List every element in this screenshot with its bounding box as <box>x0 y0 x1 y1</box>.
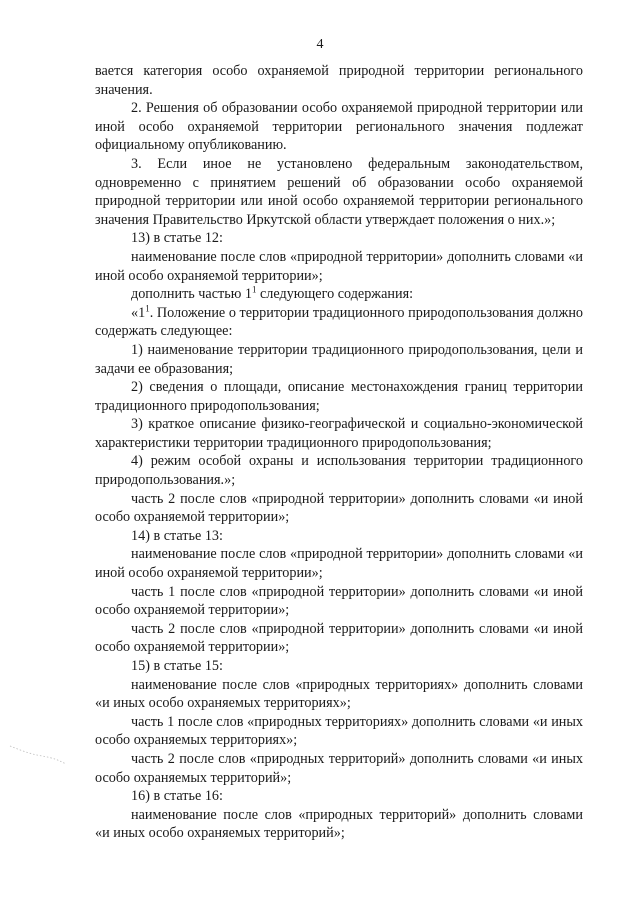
paragraph: часть 1 после слов «природных территориях» дополнить словами «и иных особо охраняемых территориях»; <box>95 713 583 749</box>
paragraph: наименование после слов «природной территории» дополнить словами «и иной особо охраняемой территории»; <box>95 248 583 284</box>
paragraph <box>95 285 583 304</box>
paragraph-text: . Положение о территории традиционного природопользования должно содержать следующее: <box>95 304 583 340</box>
paragraph: часть 1 после слов «природной территории» дополнить словами «и иной особо охраняемой территории»; <box>95 583 583 619</box>
paragraph: наименование после слов «природных территорий» дополнить словами «и иных особо охраняемых территорий»; <box>95 806 583 842</box>
paragraph: 14) в статье 13: <box>131 527 223 544</box>
paragraph: вается категория особо охраняемой природной территории регионального значения. <box>95 63 583 98</box>
page-number: 4 <box>316 37 324 52</box>
scan-artifact-icon <box>8 738 68 768</box>
paragraph: 15) в статье 15: <box>131 658 223 674</box>
paragraph: 2) сведения о площади, описание местонахождения границ территории традиционного природопользования; <box>95 379 583 414</box>
paragraph-text: «1 <box>131 304 146 321</box>
paragraph <box>95 304 583 341</box>
paragraph: 13) в статье 12: <box>131 230 223 247</box>
paragraph: 2. Решения об образовании особо охраняемой природной территории или иной особо охраняемой территории регионального значения подлежат официальному опубликованию. <box>95 100 583 154</box>
paragraph: часть 2 после слов «природных территорий» дополнить словами «и иных особо охраняемых территорий»; <box>95 750 583 786</box>
superscript: 1 <box>251 284 257 295</box>
paragraph-text: дополнить частью 1 <box>131 286 252 303</box>
paragraph: 3) краткое описание физико-географической и социально-экономической характеристики территории традиционного природопользования; <box>95 416 583 451</box>
document-body <box>95 62 583 843</box>
paragraph-text: следующего содержания: <box>256 286 414 303</box>
paragraph: наименование после слов «природной территории» дополнить словами «и иной особо охраняемой территории»; <box>95 546 583 582</box>
superscript: 1 <box>145 302 150 313</box>
paragraph: часть 2 после слов «природной территории» дополнить словами «и иной особо охраняемой территории»; <box>95 620 583 656</box>
paragraph: 4) режим особой охраны и использования территории традиционного природопользования.»; <box>95 453 583 489</box>
paragraph: часть 2 после слов «природной территории» дополнить словами «и иной особо охраняемой территории»; <box>95 490 583 526</box>
paragraph: 3. Если иное не установлено федеральным законодательством, одновременно с принятием решений об образовании особо охраняемой природной территории или иной особо охраняемой территории регионального значения Правительство Иркутской области утверждает положения о них.»; <box>95 155 583 228</box>
paragraph: 1) наименование территории традиционного природопользования, цели и задачи ее образования; <box>95 341 583 377</box>
paragraph: наименование после слов «природных территориях» дополнить словами «и иных особо охраняемых территориях»; <box>95 676 583 712</box>
paragraph: 16) в статье 16: <box>131 788 223 805</box>
